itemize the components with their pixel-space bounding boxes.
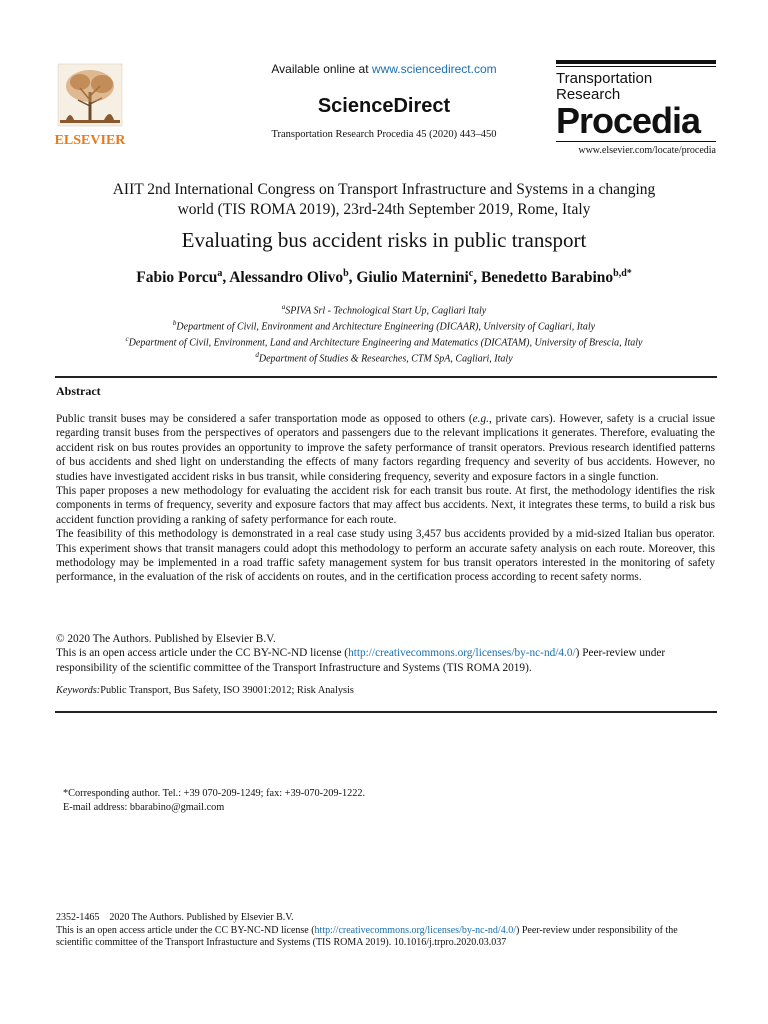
footer-license bbox=[56, 925, 716, 950]
abstract-text: Public transit buses may be considered a safer transportation mode as opposed to others ( bbox=[56, 413, 473, 425]
license-text: This is an open access article under the CC BY-NC-ND license ( bbox=[56, 647, 349, 660]
journal-reference: Transportation Research Procedia 45 (2020) 443–450 bbox=[271, 129, 497, 140]
author-sep: , bbox=[222, 269, 230, 287]
journal-logo-line3: Procedia bbox=[556, 100, 701, 141]
author-name: Alessandro Olivo bbox=[229, 269, 344, 287]
available-prefix: Available online at bbox=[271, 62, 372, 76]
correspondence bbox=[63, 787, 365, 815]
abstract-text: , private cars). However, safety is a crucial issue regarding transit buses from the perspectives of operators and passengers due to the relevant implications it generates. Therefore, evaluating the accident risk on bus routes provides an opportunity to improve the safety performance of transit operators. Previous research identified patterns of bus accidents and shed light on understanding the effects of many factors regarding frequency and severity of bus accidents. However, no studies have investigated accident risks in bus transit, while considering frequency, severity and exposure factors in a single function. bbox=[56, 413, 715, 483]
footer bbox=[56, 912, 716, 950]
author-sup: c bbox=[468, 268, 474, 279]
affiliation bbox=[0, 351, 768, 364]
affiliation-sup: a bbox=[281, 303, 286, 311]
abstract-heading: Abstract bbox=[56, 384, 101, 398]
email-address: E-mail address: bbarabino@gmail.com bbox=[63, 802, 225, 813]
sciencedirect-link[interactable]: www.sciencedirect.com bbox=[371, 62, 497, 76]
affiliation-sup: b bbox=[172, 319, 177, 327]
logo-top-bar bbox=[556, 60, 716, 64]
author-sep: , bbox=[348, 269, 357, 287]
journal-logo-url[interactable]: www.elsevier.com/locate/procedia bbox=[578, 145, 716, 156]
footer-issn: 2352-1465 2020 The Authors. Published by Elsevier B.V. bbox=[56, 912, 294, 923]
author-sup: b,d* bbox=[613, 268, 632, 279]
author-name: Benedetto Barabino bbox=[480, 269, 614, 287]
abstract-paragraph: This paper proposes a new methodology for evaluating the accident risk for each transit bus route. At first, the methodology identifies the risk components in terms of frequency, severity and exposure factors that may affect bus accidents. Next, it integrates these terms, to build a risk bus accident function providing a ranking of safety performance for each route. bbox=[56, 485, 715, 526]
paper-title: Evaluating bus accident risks in public transport bbox=[181, 228, 587, 252]
author-list bbox=[0, 268, 768, 287]
affiliation-text: SPIVA Srl - Technological Start Up, Cagliari Italy bbox=[285, 305, 487, 317]
footer-license-link[interactable]: http://creativecommons.org/licenses/by-nc-nd/4.0/ bbox=[314, 924, 516, 936]
footer-text: ) Peer-review under responsibility of the scientific committee of the Transport Infrastucture and Systems (TIS ROMA 2019). 10.1016/j.trpro.2020.03.037 bbox=[56, 924, 678, 948]
journal-logo bbox=[556, 60, 716, 156]
affiliation-text: Department of Studies & Researches, CTM SpA, Cagliari, Italy bbox=[258, 353, 513, 365]
keywords-text: Public Transport, Bus Safety, ISO 39001:2012; Risk Analysis bbox=[100, 685, 354, 696]
author-sep: , bbox=[473, 269, 481, 287]
journal-logo-line1: Transportation bbox=[556, 70, 653, 87]
license-link[interactable]: http://creativecommons.org/licenses/by-nc-nd/4.0/ bbox=[348, 647, 576, 660]
author-sup: a bbox=[217, 268, 223, 279]
affiliation-text: Department of Civil, Environment, Land and Architecture Engineering and Matematics (DICATAM), University of Brescia, Italy bbox=[128, 337, 643, 349]
abstract-body bbox=[56, 412, 715, 585]
divider-top bbox=[55, 376, 717, 378]
elsevier-wordmark: ELSEVIER bbox=[54, 133, 126, 148]
affiliation-text: Department of Civil, Environment and Architecture Engineering (DICAAR), University of Cagliari, Italy bbox=[176, 321, 596, 333]
divider-bottom bbox=[55, 711, 717, 713]
sciencedirect-brand: ScienceDirect bbox=[317, 95, 451, 117]
logo-bottom-bar bbox=[556, 141, 716, 142]
logo-top-thin-bar bbox=[556, 66, 716, 67]
corresponding-author: *Corresponding author. Tel.: +39 070-209-1249; fax: +39-070-209-1222. bbox=[63, 788, 366, 799]
keywords-label: Keywords: bbox=[56, 685, 101, 696]
copyright-line: © 2020 The Authors. Published by Elsevier B.V. bbox=[56, 633, 276, 645]
affiliation-sup: d bbox=[255, 351, 259, 359]
journal-logo-line2: Research bbox=[556, 86, 621, 103]
abstract-paragraph bbox=[56, 412, 715, 484]
footer-text: This is an open access article under the CC BY-NC-ND license ( bbox=[56, 924, 315, 936]
affiliation bbox=[0, 335, 768, 348]
author-name: Giulio Maternini bbox=[356, 269, 469, 287]
affiliation-sup: c bbox=[125, 335, 129, 343]
author-name: Fabio Porcu bbox=[136, 269, 218, 287]
affiliation bbox=[0, 303, 768, 316]
copyright-block bbox=[56, 632, 715, 675]
author-sup: b bbox=[343, 268, 349, 279]
keywords bbox=[56, 685, 354, 696]
license-line bbox=[56, 646, 715, 675]
affiliation bbox=[0, 319, 768, 332]
abstract-emphasis: e.g. bbox=[472, 413, 489, 425]
license-text: ) Peer-review under responsibility of the scientific committee of the Transport Infrastructure and Systems (TIS ROMA 2019). bbox=[56, 647, 666, 674]
conference-line: AIIT 2nd International Congress on Transport Infrastructure and Systems in a changing world (TIS ROMA 2019), 23rd-24th September 2019, Rome, Italy bbox=[112, 181, 656, 218]
abstract-paragraph: The feasibility of this methodology is demonstrated in a real case study using 3,457 bus accidents provided by a mid-sized Italian bus operator. This experiment shows that transit managers could adopt this methodology to perform an accurate safety analysis on each route. Moreover, this methodology may be implemented in a road traffic safety management system for bus transit operators interested in the monitoring of safety performance, in the evaluation of the risk of accidents on routes, and in the certification process according to recent safety norms. bbox=[56, 528, 715, 584]
